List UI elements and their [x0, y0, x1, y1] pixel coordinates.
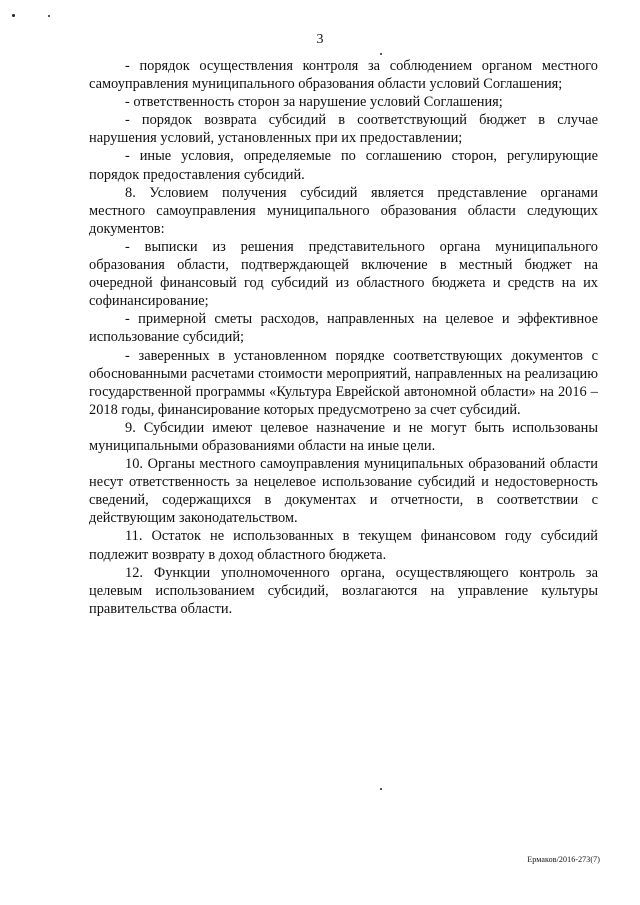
document-body	[89, 57, 598, 618]
scan-speck	[380, 53, 382, 55]
paragraph: - порядок осуществления контроля за соблюдением органом местного самоуправления муниципального образования области условий Соглашения;	[89, 58, 598, 93]
paragraph: 11. Остаток не использованных в текущем финансовом году субсидий подлежит возврату в доход областного бюджета.	[89, 528, 598, 563]
paragraph: - ответственность сторон за нарушение условий Соглашения;	[125, 94, 503, 111]
paragraph: - выписки из решения представительного органа муниципального образования области, подтверждающей включение в местный бюджет на очередной финансовый год субсидий из областного бюджета и средств на их софинансирование;	[89, 238, 598, 310]
paragraph: 8. Условием получения субсидий является представление органами местного самоуправления муниципального образования области следующих документов:	[89, 184, 598, 237]
footer-reference: Ермаков/2016-273(7)	[527, 855, 600, 864]
scan-speck	[48, 15, 50, 17]
page-number: 3	[316, 32, 324, 47]
paragraph: 12. Функции уполномоченного органа, осуществляющего контроль за целевым использованием субсидий, возлагаются на управление культуры правительства области.	[89, 564, 598, 617]
scan-speck	[12, 14, 15, 17]
scan-speck	[380, 788, 382, 790]
paragraph: - порядок возврата субсидий в соответствующий бюджет в случае нарушения условий, установленных при их предоставлении;	[89, 112, 598, 147]
paragraph: 10. Органы местного самоуправления муниципальных образований области несут ответственность за нецелевое использование субсидий и недостоверность сведений, содержащихся в документах и отчетности, в соответствии с действующим законодательством.	[89, 456, 598, 527]
paragraph: - заверенных в установленном порядке соответствующих документов с обоснованными расчетами стоимости мероприятий, направленных на реализацию государственной программы «Культура Еврейской автономной области» на 2016 – 2018 годы, финансирование которых предусмотрено за счет субсидий.	[89, 347, 598, 418]
paragraph: - примерной сметы расходов, направленных на целевое и эффективное использование субсидий;	[89, 311, 598, 346]
paragraph: - иные условия, определяемые по соглашению сторон, регулирующие порядок предоставления субсидий.	[89, 148, 598, 183]
paragraph: 9. Субсидии имеют целевое назначение и не могут быть использованы муниципальными образованиями области на иные цели.	[89, 419, 598, 454]
